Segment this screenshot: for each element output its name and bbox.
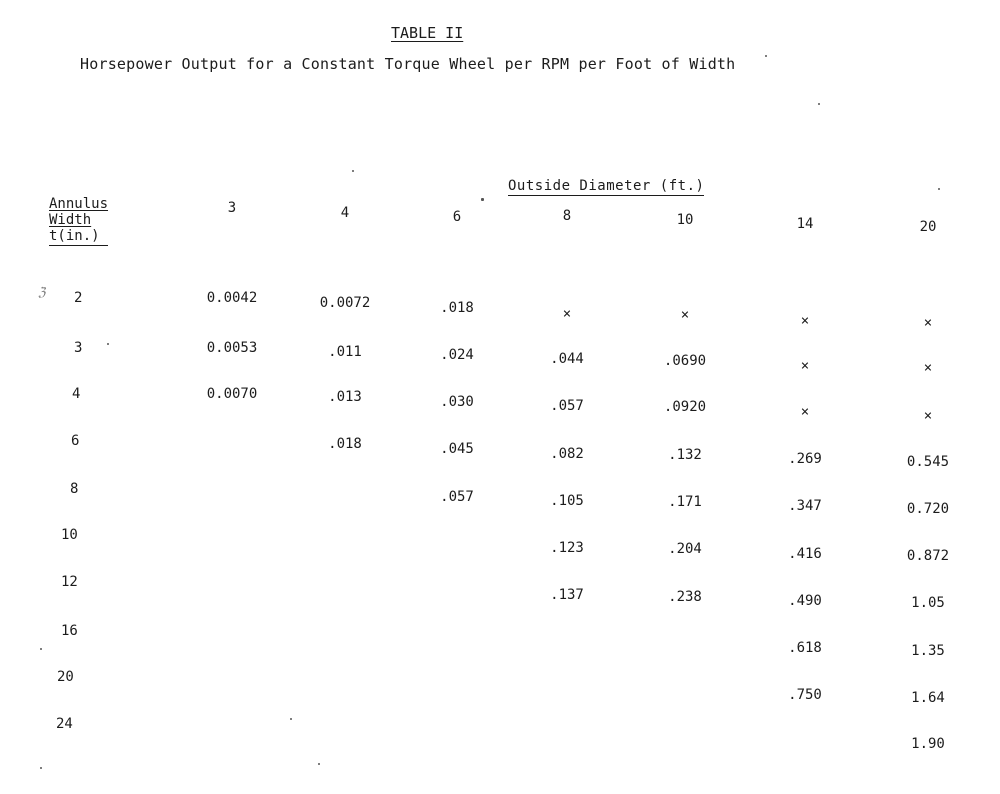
- table-cell: ×: [680, 307, 690, 323]
- column-header: 14: [796, 216, 814, 232]
- table-cell: .018: [440, 300, 474, 316]
- table-cell: 0.720: [906, 501, 950, 517]
- table-cell: .057: [550, 398, 584, 414]
- table-cell: .750: [788, 687, 822, 703]
- table-cell: .123: [550, 540, 584, 556]
- scan-speck: [818, 103, 820, 105]
- table-cell: 1.90: [911, 736, 945, 752]
- table-cell: .011: [328, 344, 362, 360]
- scan-speck: [40, 648, 42, 650]
- table-cell: .030: [440, 394, 474, 410]
- table-subtitle: Horsepower Output for a Constant Torque Wheel per RPM per Foot of Width: [80, 55, 736, 73]
- scan-mark: ℨ: [38, 285, 46, 299]
- row-header: [49, 196, 108, 246]
- column-header: 8: [562, 208, 572, 224]
- row-label: 12: [61, 574, 78, 590]
- column-header: 20: [919, 219, 937, 235]
- table-cell: 0.872: [906, 548, 950, 564]
- table-cell: .018: [328, 436, 362, 452]
- row-label: 4: [72, 386, 81, 402]
- table-cell: .269: [788, 451, 822, 467]
- table-cell: ×: [800, 358, 810, 374]
- table-cell: .416: [788, 546, 822, 562]
- table-cell: ×: [923, 408, 933, 424]
- row-header-line: t(in.): [49, 228, 108, 246]
- table-cell: 0.0053: [206, 340, 258, 356]
- table-title: TABLE II: [391, 24, 464, 42]
- row-label: 20: [57, 669, 74, 685]
- column-group-header: Outside Diameter (ft.): [508, 178, 705, 194]
- table-cell: .204: [668, 541, 702, 557]
- table-cell: .132: [668, 447, 702, 463]
- scan-speck: [352, 170, 354, 172]
- scan-speck: [290, 718, 292, 720]
- row-header-line: Width: [49, 212, 92, 228]
- column-header: 6: [452, 209, 462, 225]
- table-cell: 0.0072: [319, 295, 371, 311]
- row-label: 16: [61, 623, 78, 639]
- table-cell: 1.64: [911, 690, 945, 706]
- scan-speck: [40, 767, 42, 769]
- table-cell: 0.545: [906, 454, 950, 470]
- table-cell: 0.0042: [206, 290, 258, 306]
- table-cell: .171: [668, 494, 702, 510]
- table-cell: .082: [550, 446, 584, 462]
- table-cell: .045: [440, 441, 474, 457]
- table-cell: .024: [440, 347, 474, 363]
- table-cell: ×: [800, 313, 810, 329]
- row-header-line: Annulus: [49, 196, 109, 212]
- table-cell: .238: [668, 589, 702, 605]
- row-label: 2: [74, 290, 83, 306]
- table-cell: .137: [550, 587, 584, 603]
- table-cell: ×: [800, 404, 810, 420]
- table-cell: .057: [440, 489, 474, 505]
- scan-speck: [481, 198, 484, 201]
- column-header: 10: [676, 212, 694, 228]
- table-cell: 0.0070: [206, 386, 258, 402]
- scan-speck: [318, 763, 320, 765]
- column-header: 3: [227, 200, 237, 216]
- scan-speck: [107, 343, 109, 345]
- table-cell: .105: [550, 493, 584, 509]
- row-label: 8: [70, 481, 79, 497]
- row-label: 3: [74, 340, 83, 356]
- table-cell: .0690: [663, 353, 707, 369]
- table-cell: .0920: [663, 399, 707, 415]
- table-cell: .013: [328, 389, 362, 405]
- column-header: 4: [340, 205, 350, 221]
- table-cell: .044: [550, 351, 584, 367]
- table-cell: .618: [788, 640, 822, 656]
- table-cell: ×: [923, 315, 933, 331]
- table-cell: .490: [788, 593, 822, 609]
- table-cell: ×: [923, 360, 933, 376]
- table-cell: ×: [562, 306, 572, 322]
- table-cell: 1.35: [911, 643, 945, 659]
- row-label: 6: [71, 433, 80, 449]
- scan-speck: [765, 55, 767, 57]
- row-label: 10: [61, 527, 78, 543]
- table-cell: 1.05: [911, 595, 945, 611]
- table-cell: .347: [788, 498, 822, 514]
- row-label: 24: [56, 716, 73, 732]
- scan-speck: [938, 188, 940, 190]
